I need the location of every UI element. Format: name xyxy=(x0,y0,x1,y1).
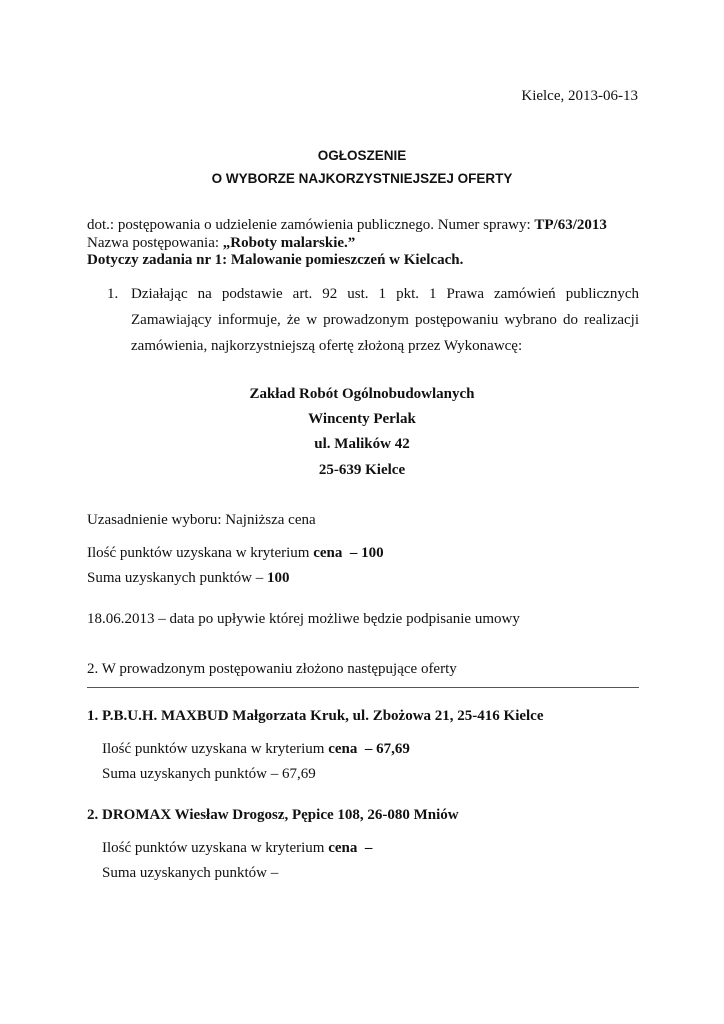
section-divider xyxy=(87,687,639,688)
procedure-name-value: „Roboty malarskie.” xyxy=(222,235,356,251)
criterion-label: Ilość punktów uzyskana w kryterium xyxy=(102,840,329,856)
case-number: TP/63/2013 xyxy=(534,217,607,233)
offer-1-criterion-value: – 67,69 xyxy=(357,741,410,757)
criterion-label: Ilość punktów uzyskana w kryterium xyxy=(102,741,329,757)
offer-2-criterion-value: – xyxy=(357,840,373,856)
sum-label: Suma uzyskanych punktów – xyxy=(87,570,267,586)
offer-1-title: 1. P.B.U.H. MAXBUD Małgorzata Kruk, ul. Zbożowa 21, 25-416 Kielce xyxy=(87,708,544,724)
title-line-1: OGŁOSZENIE xyxy=(317,148,407,163)
winner-name-line-1: Zakład Robót Ogólnobudowlanych xyxy=(249,386,475,402)
point-2-heading: 2. W prowadzonym postępowaniu złożono następujące oferty xyxy=(87,661,457,677)
criterion-label: Ilość punktów uzyskana w kryterium xyxy=(87,545,314,561)
point-1-line-3: zamówienia, najkorzystniejszą ofertę złożoną przez Wykonawcę: xyxy=(131,338,523,354)
winner-sum-value: 100 xyxy=(266,570,290,586)
offer-1-sum-line xyxy=(102,765,316,783)
task-line: Dotyczy zadania nr 1: Malowanie pomieszczeń w Kielcach. xyxy=(87,252,464,268)
winner-name-line-2: Wincenty Perlak xyxy=(308,411,416,427)
reference-prefix: dot.: postępowania o udzielenie zamówienia publicznego. Numer sprawy: xyxy=(87,217,535,233)
procedure-name-label: Nazwa postępowania: xyxy=(87,235,223,251)
title-line-2: O WYBORZE NAJKORZYSTNIEJSZEJ OFERTY xyxy=(211,171,513,186)
winner-criterion-value: – 100 xyxy=(342,545,384,561)
winner-criterion-line xyxy=(87,544,384,562)
offer-2-title: 2. DROMAX Wiesław Drogosz, Pępice 108, 26-080 Mniów xyxy=(87,807,459,823)
offer-1-criterion-line xyxy=(102,740,410,758)
criterion-name: cena xyxy=(328,840,358,856)
offer-2-criterion-line xyxy=(102,839,372,857)
winner-address-street: ul. Malików 42 xyxy=(314,436,410,452)
justification-line: Uzasadnienie wyboru: Najniższa cena xyxy=(87,512,316,528)
sum-label: Suma uzyskanych punktów – xyxy=(102,766,282,782)
signing-date-line: 18.06.2013 – data po upływie której możliwe będzie podpisanie umowy xyxy=(87,611,520,627)
criterion-name: cena xyxy=(328,741,358,757)
criterion-name: cena xyxy=(313,545,343,561)
offer-1-sum-value: 67,69 xyxy=(281,766,316,782)
reference-line xyxy=(87,216,607,234)
point-1-line-1: Działając na podstawie art. 92 ust. 1 pkt. 1 Prawa zamówień publicznych xyxy=(131,286,639,302)
point-1-number: 1. xyxy=(107,286,119,302)
sum-label: Suma uzyskanych punktów – xyxy=(102,865,279,881)
point-1-line-2: Zamawiający informuje, że w prowadzonym postępowaniu wybrano do realizacji xyxy=(131,312,639,328)
date-line: Kielce, 2013-06-13 xyxy=(521,88,638,104)
winner-address-city: 25-639 Kielce xyxy=(318,462,406,478)
winner-sum-line xyxy=(87,569,289,587)
procedure-name-line xyxy=(87,234,355,252)
offer-2-sum-line xyxy=(102,864,278,882)
